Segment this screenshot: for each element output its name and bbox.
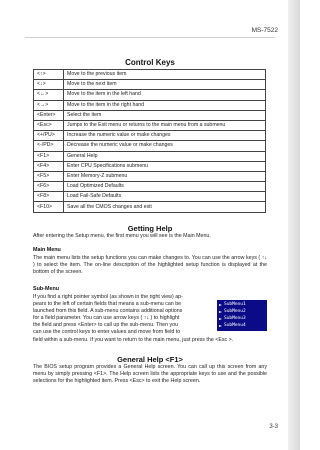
control-key: <↓> [34, 80, 64, 90]
control-key-description: Enter CPU Specifications submenu [64, 161, 266, 171]
control-key: <F6> [34, 182, 64, 192]
sub-menu-line: for a field parameter. You can use arrow keys ( ↑↓ ) to highlight [33, 315, 180, 322]
control-key: <→> [34, 100, 64, 110]
control-key-row [34, 131, 266, 141]
control-key-row [34, 70, 266, 80]
page-number: 3-3 [269, 424, 278, 430]
control-key-row [34, 110, 266, 120]
control-key-row [34, 100, 266, 110]
control-key-description: Decrease the numeric value or make changes [64, 141, 266, 151]
control-key: <F4> [34, 161, 64, 171]
model-label: MS-7522 [251, 27, 278, 34]
header-rule [25, 37, 275, 38]
submenu-item [219, 315, 267, 322]
control-key: <-/PD> [34, 141, 64, 151]
control-key-description: Move to the item in the right hand [64, 100, 266, 110]
control-key-description: Save all the CMOS changes and exit [64, 202, 266, 212]
general-help-text: The BIOS setup program provides a General Help screen. You can call up this screen from any menu by simply pressing <F1>. The Help screen lists the appropriate keys to use and the possible selections for the highlighted item. Press <Esc> to exit the Help screen. [33, 364, 267, 385]
sub-menu-line: field within a sub-menu. If you want to return to the main menu, just press the <Esc >. [33, 336, 234, 343]
control-key: <F8> [34, 192, 64, 202]
control-key-row [34, 182, 266, 192]
control-key-row [34, 151, 266, 161]
control-key: <+/PU> [34, 131, 64, 141]
control-key-row [34, 90, 266, 100]
submenu-item [219, 301, 267, 308]
control-key-description: Move to the item in the left hand [64, 90, 266, 100]
sub-menu-heading: Sub-Menu [33, 286, 60, 292]
control-keys-table [33, 69, 266, 213]
submenu-screenshot [217, 300, 267, 331]
main-menu-heading: Main Menu [33, 247, 61, 253]
control-key-description: Select the item [64, 110, 266, 120]
submenu-item-label: SubMenu3 [224, 316, 246, 321]
control-key-description: Move to the next item [64, 80, 266, 90]
right-pointer-icon [219, 304, 222, 306]
control-key: <↑> [34, 70, 64, 80]
right-pointer-icon [219, 325, 222, 327]
sub-menu-line: the field and press <Enter> to call up the sub-menu. Then you [33, 322, 179, 329]
getting-help-title: Getting Help [127, 224, 173, 233]
submenu-item-label: SubMenu1 [224, 302, 246, 307]
control-key-row [34, 141, 266, 151]
control-key-row [34, 80, 266, 90]
getting-help-intro: After entering the Setup menu, the first menu you will see is the Main Menu. [33, 233, 211, 239]
sub-menu-line: launched from this field. A sub-menu contains additional options [33, 308, 183, 315]
control-key: <←> [34, 90, 64, 100]
control-key-row [34, 202, 266, 212]
control-key-row [34, 171, 266, 181]
control-key-description: Increase the numeric value or make changes [64, 131, 266, 141]
main-menu-text: The main menu lists the setup functions you can make changes to. You can use the arrow keys ( ↑↓ ) to select the item. The on-line description of the highlighted setup function is displayed at the bottom of the screen. [33, 255, 267, 276]
submenu-item [219, 308, 267, 315]
submenu-item [219, 322, 267, 329]
control-key: <Esc> [34, 120, 64, 130]
control-key: <F5> [34, 171, 64, 181]
control-key-description: Jumps to the Exit menu or returns to the main menu from a submenu [64, 120, 266, 130]
control-key-description: General Help [64, 151, 266, 161]
control-key-row [34, 192, 266, 202]
right-pointer-icon [219, 318, 222, 320]
control-key-row [34, 161, 266, 171]
control-key-description: Enter Memory-Z submenu [64, 171, 266, 181]
control-key: <Enter> [34, 110, 64, 120]
right-pointer-icon [219, 311, 222, 313]
control-key-description: Move to the previous item [64, 70, 266, 80]
control-key-row [34, 120, 266, 130]
submenu-item-label: SubMenu4 [224, 323, 246, 328]
control-keys-title: Control Keys [125, 58, 175, 67]
sub-menu-line: If you find a right pointer symbol (as shown in the right view) ap- [33, 294, 183, 300]
sub-menu-line: can use the control keys to enter values and move from field to [33, 329, 181, 336]
submenu-item-label: SubMenu2 [224, 309, 246, 314]
sub-menu-line: pears to the left of certain fields that means a sub-menu can be [33, 301, 182, 308]
control-key: <F1> [34, 151, 64, 161]
control-key-description: Load Fail-Safe Defaults [64, 192, 266, 202]
control-key-description: Load Optimized Defaults [64, 182, 266, 192]
control-key: <F10> [34, 202, 64, 212]
general-help-title: General Help <F1> [117, 355, 183, 364]
